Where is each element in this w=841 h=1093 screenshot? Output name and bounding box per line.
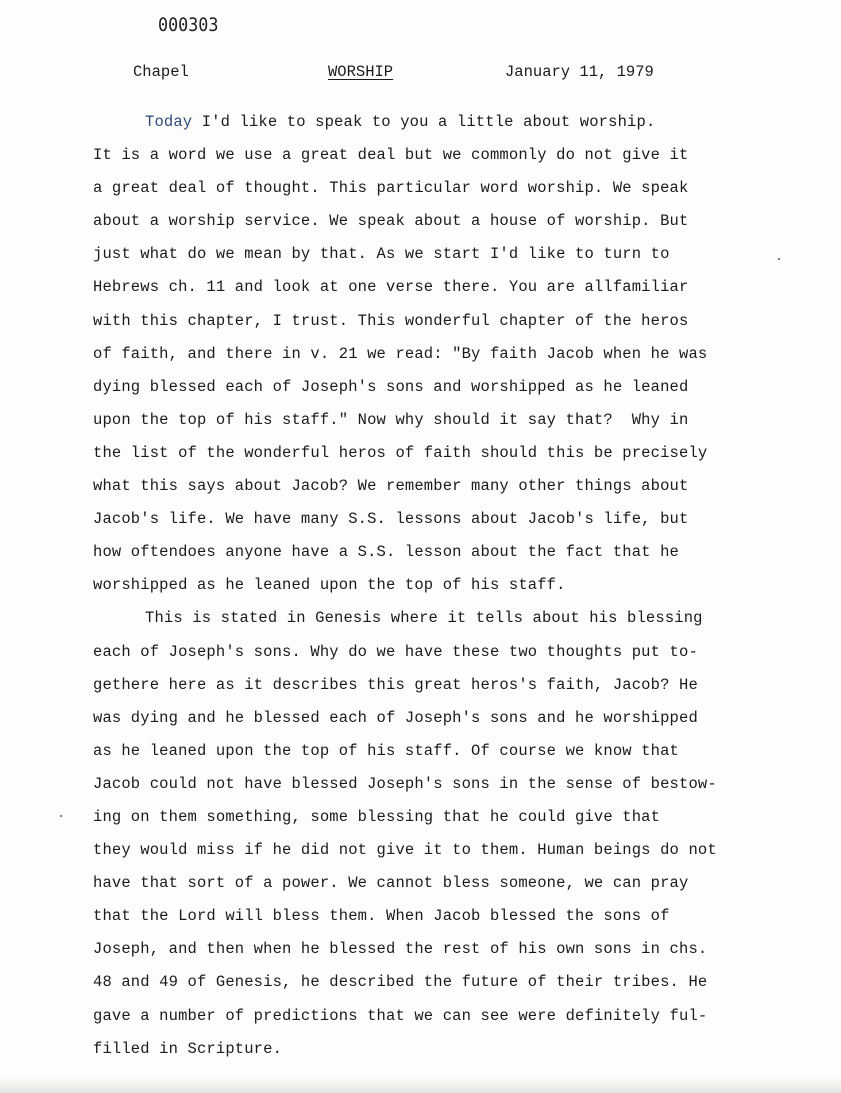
text-line: ing on them something, some blessing that he could give that <box>93 807 661 826</box>
text-line: as he leaned upon the top of his staff. Of course we know that <box>93 741 679 760</box>
text-line: how oftendoes anyone have a S.S. lesson about the fact that he <box>93 543 679 562</box>
text-line: upon the top of his staff." Now why should it say that? Why in <box>93 410 689 429</box>
scan-edge <box>0 1077 841 1093</box>
text-line: what this says about Jacob? We remember many other things about <box>93 477 689 496</box>
text-line: This is stated in Genesis where it tells about his blessing <box>145 609 703 628</box>
document-number: 000303 <box>158 14 219 36</box>
first-word: Today <box>145 113 193 131</box>
text-line: gethere here as it describes this great heros's faith, Jacob? He <box>93 675 698 694</box>
text-line: filled in Scripture. <box>93 1039 283 1058</box>
text-line: 48 and 49 of Genesis, he described the future of their tribes. He <box>93 973 708 992</box>
text-line: worshipped as he leaned upon the top of his staff. <box>93 576 566 595</box>
header-date: January 11, 1979 <box>505 63 654 81</box>
text-line-rest: I'd like to speak to you a little about worship. <box>192 113 656 131</box>
text-line: about a worship service. We speak about a house of worship. But <box>93 212 689 231</box>
text-line: dying blessed each of Joseph's sons and worshipped as he leaned <box>93 377 689 396</box>
text-line: with this chapter, I trust. This wonderful chapter of the heros <box>93 311 689 330</box>
text-line: Joseph, and then when he blessed the rest of his own sons in chs. <box>93 940 708 959</box>
stray-mark <box>60 815 62 817</box>
text-line <box>93 112 813 145</box>
text-line: each of Joseph's sons. Why do we have these two thoughts put to- <box>93 642 698 661</box>
text-line: they would miss if he did not give it to them. Human beings do not <box>93 841 717 860</box>
header-venue: Chapel <box>133 63 189 81</box>
text-line: gave a number of predictions that we can see were definitely ful- <box>93 1006 708 1025</box>
text-line: the list of the wonderful heros of faith should this be precisely <box>93 443 708 462</box>
text-line: a great deal of thought. This particular word worship. We speak <box>93 179 689 198</box>
text-line: It is a word we use a great deal but we commonly do not give it <box>93 146 689 165</box>
text-line: that the Lord will bless them. When Jacob blessed the sons of <box>93 907 670 926</box>
text-line: of faith, and there in v. 21 we read: "By faith Jacob when he was <box>93 344 708 363</box>
text-line: Hebrews ch. 11 and look at one verse there. You are allfamiliar <box>93 278 689 297</box>
text-line: was dying and he blessed each of Joseph's sons and he worshipped <box>93 708 698 727</box>
text-line: Jacob's life. We have many S.S. lessons about Jacob's life, but <box>93 510 689 529</box>
text-line: Jacob could not have blessed Joseph's sons in the sense of bestow- <box>93 774 717 793</box>
text-line: have that sort of a power. We cannot bless someone, we can pray <box>93 874 689 893</box>
page-title: WORSHIP <box>328 63 394 81</box>
body-text <box>93 112 813 1072</box>
text-line: just what do we mean by that. As we start I'd like to turn to <box>93 245 670 264</box>
stray-mark <box>778 258 780 260</box>
